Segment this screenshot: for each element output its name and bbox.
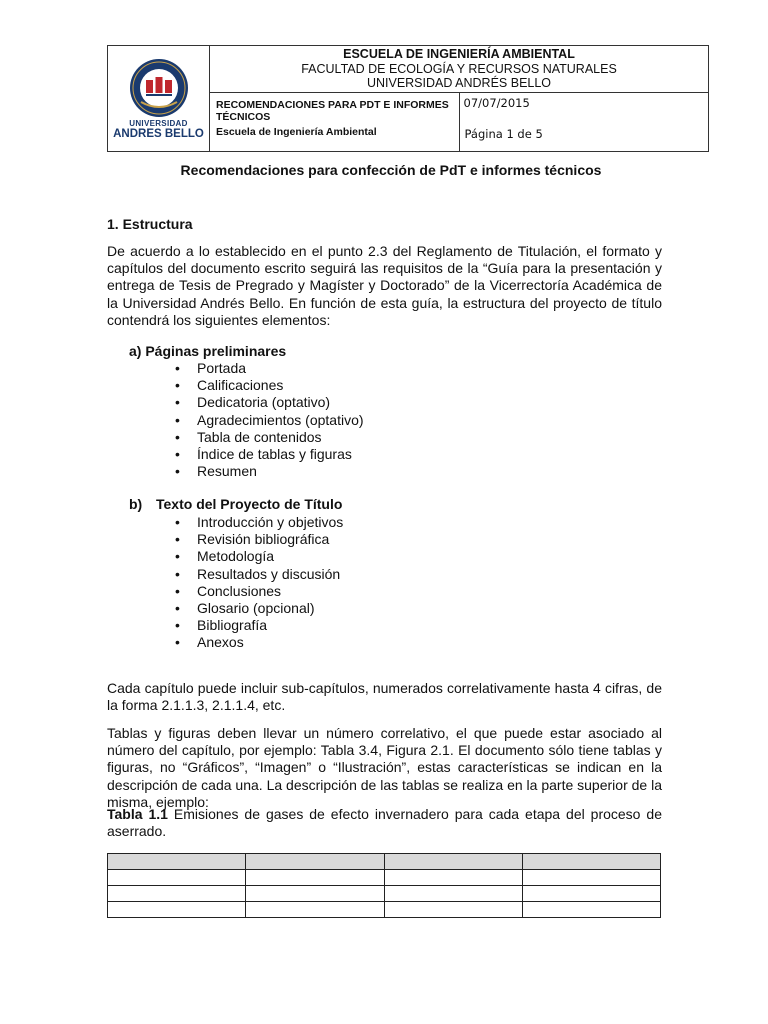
document-title: Recomendaciones para confección de PdT e informes técnicos <box>180 162 602 178</box>
table-row <box>108 886 661 902</box>
intro-text: De acuerdo a lo establecido en el punto 2.3 del Reglamento de Titulación, el formato y capítulos del documento escrito seguirá las requisitos de la “Guía para la presentación y entrega de Tesis de Pregrado y Magíster y Doctorado” de la Vicerrectoría Académica de la Universidad Andrés Bello. En función de esta guía, la estructura del proyecto de título contendrá los siguientes elementos: <box>107 243 662 328</box>
tables-figures-text: Tablas y figuras deben llevar un número correlativo, el que puede estar asociado al número del capítulo, por ejemplo: Tabla 3.4, Figura 2.1. El documento sólo tiene tablas y figuras, no “Gráficos”, “Imagen” o “Ilustración”, estas características se indican en la descripción de cada una. La descripción de las tablas se realiza en la parte superior de la misma, ejemplo: <box>107 725 662 810</box>
list-item: • Glosario (opcional) <box>175 600 343 617</box>
list-item: • Metodología <box>175 548 343 565</box>
subheading-text: Texto del Proyecto de Título <box>156 496 343 512</box>
header-meta <box>459 93 709 152</box>
table-row <box>108 870 661 886</box>
faculty-name: FACULTAD DE ECOLOGÍA Y RECURSOS NATURALES <box>301 61 617 76</box>
university-crest-icon <box>129 58 189 118</box>
table-cell <box>384 870 522 886</box>
list-item: • Resultados y discusión <box>175 566 343 583</box>
list-item: • Agradecimientos (optativo) <box>175 412 364 429</box>
logo-text-name: ANDRES BELLO <box>113 127 204 140</box>
subheading-thesis-text <box>129 496 342 512</box>
table-cell <box>522 870 660 886</box>
table-cell <box>246 886 384 902</box>
table-caption <box>107 806 662 840</box>
table-cell <box>246 854 384 870</box>
table-cell <box>522 854 660 870</box>
page-number: Página 1 de 5 <box>464 127 543 141</box>
tables-figures-paragraph <box>107 725 662 811</box>
department-name: Escuela de Ingeniería Ambiental <box>216 126 377 138</box>
table-cell <box>108 886 246 902</box>
list-item: • Dedicatoria (optativo) <box>175 394 364 411</box>
list-item: • Anexos <box>175 634 343 651</box>
header-title-cell <box>210 46 709 93</box>
logo-cell <box>108 46 210 152</box>
table-cell <box>246 870 384 886</box>
subchapters-text: Cada capítulo puede incluir sub-capítulos, numerados correlativamente hasta 4 cifras, de la forma 2.1.1.3, 2.1.1.4, etc. <box>107 680 662 714</box>
table-cell <box>522 886 660 902</box>
intro-paragraph <box>107 243 662 329</box>
subheading-label: b) <box>129 496 143 512</box>
document-header <box>107 45 709 152</box>
table-cell <box>108 902 246 918</box>
table-cell <box>384 902 522 918</box>
header-doc-info <box>210 93 460 152</box>
example-table <box>107 853 661 918</box>
table-cell <box>384 886 522 902</box>
doc-type: RECOMENDACIONES PARA PDT E INFORMES TÉCNICOS <box>216 99 449 123</box>
list-item: • Portada <box>175 360 364 377</box>
thesis-text-list <box>175 514 343 652</box>
logo-text-university: UNIVERSIDAD <box>129 118 188 128</box>
table-caption-text: Emisiones de gases de efecto invernadero para cada etapa del proceso de aserrado. <box>107 806 662 840</box>
subchapters-paragraph <box>107 680 662 714</box>
table-header-row <box>108 854 661 870</box>
list-item: • Calificaciones <box>175 377 364 394</box>
school-name: ESCUELA DE INGENIERÍA AMBIENTAL <box>343 47 575 61</box>
table-cell <box>384 854 522 870</box>
table-cell <box>108 854 246 870</box>
list-item: • Revisión bibliográfica <box>175 531 343 548</box>
list-item: • Conclusiones <box>175 583 343 600</box>
table-row <box>108 902 661 918</box>
university-name: UNIVERSIDAD ANDRÉS BELLO <box>366 76 552 90</box>
table-cell <box>522 902 660 918</box>
list-item: • Índice de tablas y figuras <box>175 446 364 463</box>
table-cell <box>246 902 384 918</box>
table-caption-label: Tabla 1.1 <box>107 806 168 822</box>
list-item: • Tabla de contenidos <box>175 429 364 446</box>
subheading-preliminary-pages: a) Páginas preliminares <box>129 343 287 359</box>
list-item: • Bibliografía <box>175 617 343 634</box>
doc-date: 07/07/2015 <box>463 96 530 110</box>
section-heading-estructura: 1. Estructura <box>107 216 193 232</box>
table-cell <box>108 870 246 886</box>
list-item: • Resumen <box>175 463 364 480</box>
preliminary-pages-list <box>175 360 364 480</box>
list-item: • Introducción y objetivos <box>175 514 343 531</box>
